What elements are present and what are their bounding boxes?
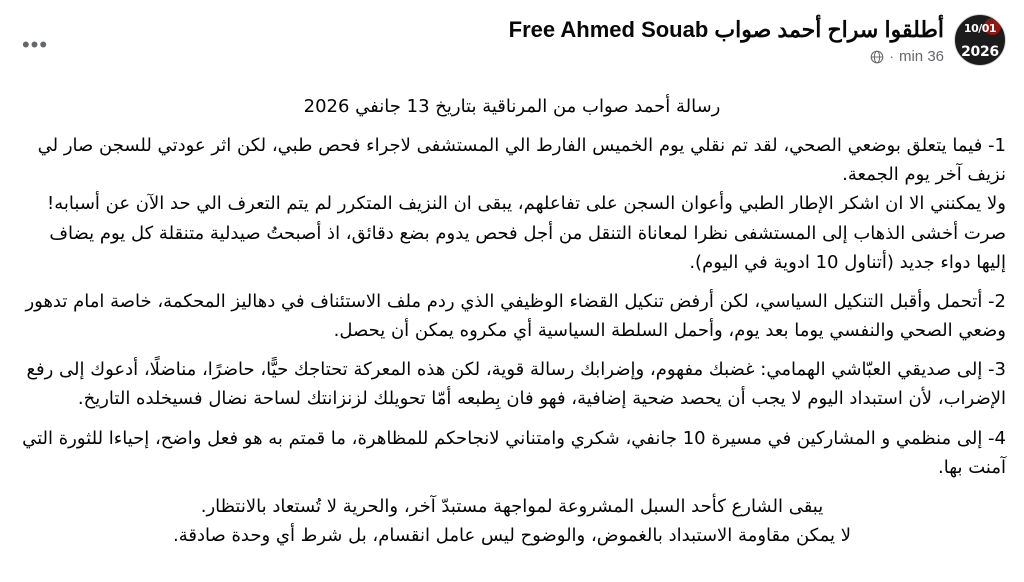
more-options-button[interactable]: ••• (21, 32, 49, 57)
post-paragraph: صرت أخشى الذهاب إلى المستشفى نظرا لمعاناة التنقل من أجل فحص يدوم بضع دقائق، اذ أصبحتُ صيدلية متنقلة كل يوم يضاف إليها دواء جديد (أتناول 10 ادوية في اليوم). (49, 222, 1006, 273)
post-paragraph: 3- إلى صديقي العبّاشي الهمامي: غضبك مفهوم، وإضرابك رسالة قوية، لكن هذه المعركة تحتاجك حيًّا، حاضرًا، مناضلًا، أدعوك إلى رفع الإضراب، لأن استبداد اليوم لا يجب أن يحصد ضحية إضافية، فهو فان بِطبعه أمّا تحويلك لزنزانتك لساحة نضال فسيخلده التاريخ. (26, 359, 1006, 410)
page-name[interactable]: أطلقوا سراح أحمد صواب Free Ahmed Souab (508, 17, 944, 42)
meta-separator: · (889, 48, 894, 64)
post-paragraph: رسالة أحمد صواب من المرناقية بتاريخ 13 جانفي 2026 (303, 96, 721, 117)
avatar-date-top: 10/01 (963, 22, 997, 35)
avatar-date-bottom: 2026 (961, 44, 999, 60)
post-paragraph: 2- أتحمل وأقبل التنكيل السياسي، لكن أرفض تنكيل القضاء الوظيفي الذي ردم ملف الاستئناف في دهاليز المحكمة، خاصة امام تدهور وضعي الصحي والنفسي يوما بعد يوم، وأحمل السلطة السياسية أي مكروه يمكن أن يحصل. (25, 290, 1006, 342)
post-timestamp[interactable]: 36 min (898, 47, 944, 65)
post-paragraph: 4- إلى منظمي و المشاركين في مسيرة 10 جانفي، شكري وامتناني لانجاحكم للمظاهرة، ما قمتم به هو فعل واضح، إحياءا للثورة التي آمنت بها. (22, 427, 1006, 478)
globe-icon (870, 50, 884, 64)
avatar[interactable] (954, 14, 1006, 66)
post-paragraph: 1- فيما يتعلق بوضعي الصحي، لقد تم نقلي يوم الخميس الفارط الي المستشفى لاجراء فحص طبي، لكن اثر عودتي للسجن صار لي نزيف آخر يوم الجمعة. (37, 135, 1006, 186)
post-paragraph: يبقى الشارع كأحد السبل المشروعة لمواجهة مستبدّ آخر، والحرية لا تُستعاد بالانتظار. (200, 495, 824, 517)
post-paragraph: لا يمكن مقاومة الاستبداد بالغموض، والوضوح ليس عامل انقسام، بل شرط أي وحدة صادقة. (172, 525, 852, 547)
post-header (18, 14, 1006, 76)
post-body (18, 92, 1006, 550)
post-meta (509, 48, 944, 65)
post-paragraph: ولا يمكنني الا ان اشكر الإطار الطبي وأعوان السجن على تفاعلهم، يبقى ان النزيف المتكرر لم يتم التعرف الي حد الآن عن أسبابه! (47, 193, 1006, 215)
post-header-text (509, 14, 944, 65)
